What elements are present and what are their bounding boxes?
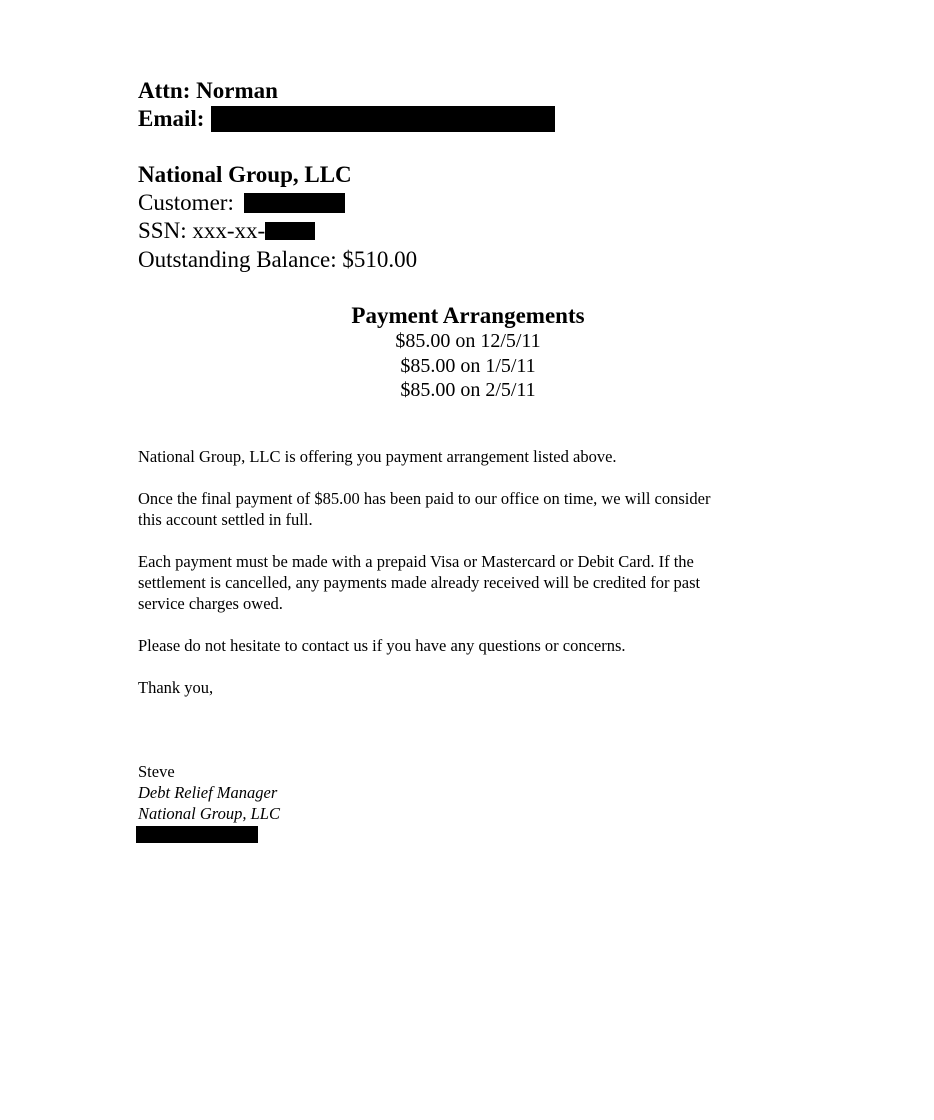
payment-terms-line: Each payment must be made with a prepaid Visa or Mastercard or Debit Card. If the [138, 552, 694, 571]
offer-text: National Group, LLC is offering you payment arrangement listed above. [138, 447, 617, 466]
signature-block [138, 761, 280, 824]
signature-redaction [136, 826, 258, 843]
ssn-label: SSN: xxx-xx- [138, 218, 266, 243]
settlement-text-line: this account settled in full. [138, 510, 313, 529]
ssn-line [138, 217, 315, 245]
settlement-text-line: Once the final payment of $85.00 has been paid to our office on time, we will consider [138, 489, 711, 508]
attn-line: Attn: Norman [138, 78, 278, 103]
contact-text: Please do not hesitate to contact us if you have any questions or concerns. [138, 636, 626, 655]
closing-paragraph [138, 677, 798, 698]
closing-text: Thank you, [138, 678, 214, 697]
email-redaction [211, 106, 555, 132]
arrangements-title: Payment Arrangements [351, 303, 585, 328]
settlement-paragraph [138, 488, 798, 530]
payment-terms-paragraph [138, 551, 798, 614]
signer-title: Debt Relief Manager [138, 783, 278, 802]
signer-name: Steve [138, 762, 175, 781]
customer-label: Customer: [138, 190, 234, 215]
payment-line: $85.00 on 1/5/11 [400, 354, 536, 377]
payment-terms-line: service charges owed. [138, 594, 283, 613]
offer-paragraph [138, 446, 798, 467]
contact-paragraph [138, 635, 798, 656]
signer-organization: National Group, LLC [138, 804, 280, 823]
payment-terms-line: settlement is cancelled, any payments made already received will be credited for past [138, 573, 701, 592]
ssn-redaction [265, 222, 315, 240]
email-line [138, 105, 555, 133]
payment-line: $85.00 on 2/5/11 [400, 379, 536, 401]
outstanding-balance: Outstanding Balance: $510.00 [138, 247, 418, 272]
letter-body [138, 446, 798, 719]
company-heading: National Group, LLC [138, 162, 352, 187]
payment-line: $85.00 on 12/5/11 [395, 330, 541, 352]
customer-redaction [244, 193, 345, 213]
email-label: Email: [138, 106, 205, 131]
customer-line [138, 189, 345, 217]
arrangements-list [318, 329, 618, 403]
